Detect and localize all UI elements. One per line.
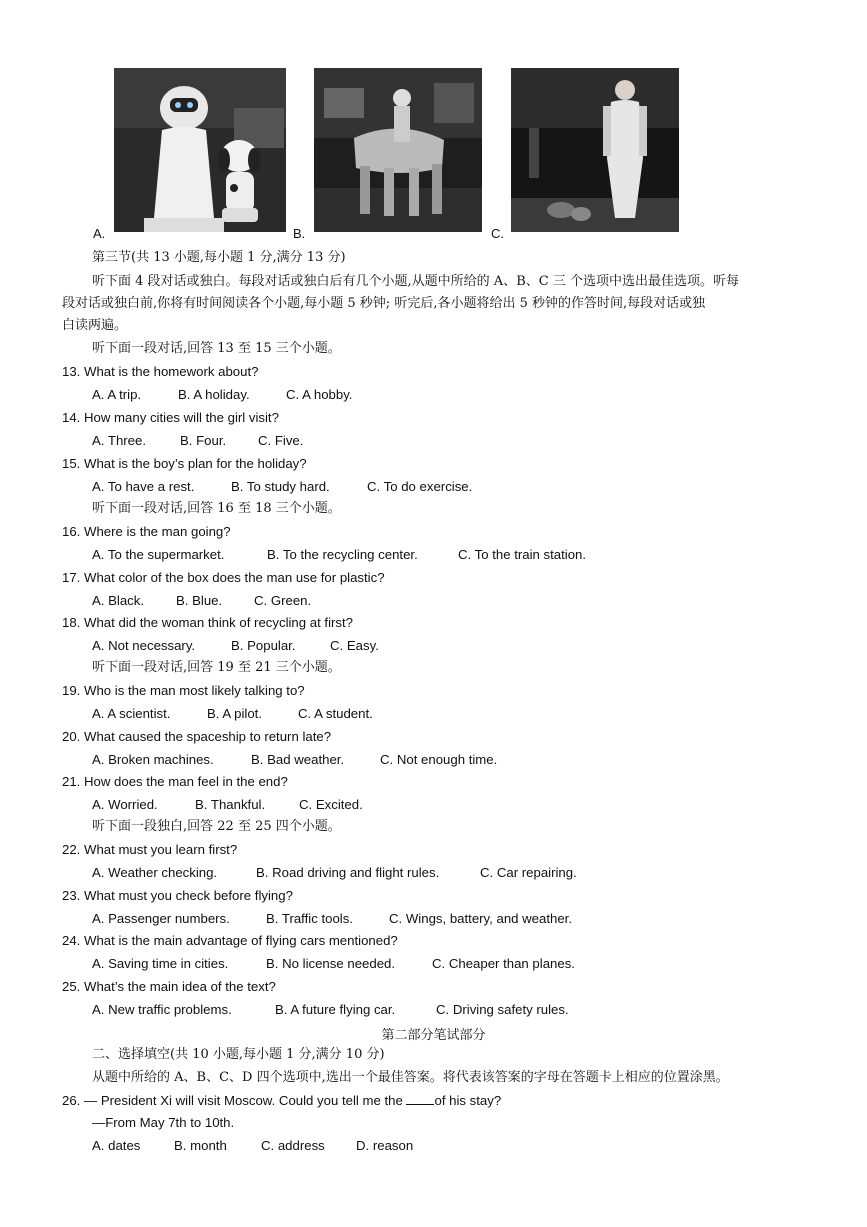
q25-option-c[interactable]: C. Driving safety rules. xyxy=(436,1002,569,1017)
q14-option-a[interactable]: A. Three. xyxy=(92,433,146,448)
q24-option-a[interactable]: A. Saving time in cities. xyxy=(92,956,229,971)
robot-dog-photo-icon xyxy=(314,68,482,232)
picture-options-row xyxy=(90,68,790,241)
q23-option-c[interactable]: C. Wings, battery, and weather. xyxy=(389,911,573,926)
q18-option-b[interactable]: B. Popular. xyxy=(231,638,296,653)
q23-option-a[interactable]: A. Passenger numbers. xyxy=(92,911,230,926)
q26-option-c[interactable]: C. address xyxy=(261,1138,325,1153)
question-17: 17. What color of the box does the man use for plastic? xyxy=(62,570,385,585)
intro-13-15: 听下面一段对话,回答 13 至 15 三个小题。 xyxy=(92,341,341,356)
question-26 xyxy=(62,1093,501,1109)
q18-option-a[interactable]: A. Not necessary. xyxy=(92,638,196,653)
question-22: 22. What must you learn first? xyxy=(62,842,238,857)
question-21: 21. How does the man feel in the end? xyxy=(62,774,288,789)
q19-option-a[interactable]: A. A scientist. xyxy=(92,706,171,721)
q21-option-b[interactable]: B. Thankful. xyxy=(195,797,266,812)
section3-instructions-line2: 段对话或独白前,你将有时间阅读各个小题,每小题 5 秒钟; 听完后,各小题将给出 5 秒钟的作答时间,每段对话或独 xyxy=(62,296,706,311)
q22-option-c[interactable]: C. Car repairing. xyxy=(480,865,577,880)
q14-option-b[interactable]: B. Four. xyxy=(180,433,227,448)
section3-title: 第三节(共 13 小题,每小题 1 分,满分 13 分) xyxy=(92,250,346,265)
question-19: 19. Who is the man most likely talking to? xyxy=(62,683,305,698)
q15-option-c[interactable]: C. To do exercise. xyxy=(367,479,473,494)
part2-instructions: 从题中所给的 A、B、C、D 四个选项中,选出一个最佳答案。将代表该答案的字母在答题卡上相应的位置涂黑。 xyxy=(92,1070,729,1085)
q19-option-c[interactable]: C. A student. xyxy=(298,706,373,721)
q13-option-c[interactable]: C. A hobby. xyxy=(286,387,353,402)
question-18: 18. What did the woman think of recycling at first? xyxy=(62,615,353,630)
q14-option-c[interactable]: C. Five. xyxy=(258,433,304,448)
q25-option-b[interactable]: B. A future flying car. xyxy=(275,1002,396,1017)
q17-option-b[interactable]: B. Blue. xyxy=(176,593,223,608)
humanoid-robot-photo-icon xyxy=(511,68,679,232)
q25-option-a[interactable]: A. New traffic problems. xyxy=(92,1002,232,1017)
q23-option-b[interactable]: B. Traffic tools. xyxy=(266,911,353,926)
intro-22-25: 听下面一段独白,回答 22 至 25 四个小题。 xyxy=(92,819,341,834)
answer-blank xyxy=(406,1094,434,1105)
picture-label-b: B. xyxy=(293,226,306,241)
question-23: 23. What must you check before flying? xyxy=(62,888,293,903)
q20-option-a[interactable]: A. Broken machines. xyxy=(92,752,214,767)
q16-option-c[interactable]: C. To the train station. xyxy=(458,547,587,562)
question-26-reply: —From May 7th to 10th. xyxy=(92,1115,235,1130)
question-14: 14. How many cities will the girl visit? xyxy=(62,410,279,425)
q18-option-c[interactable]: C. Easy. xyxy=(330,638,379,653)
q26-option-b[interactable]: B. month xyxy=(174,1138,227,1153)
intro-19-21: 听下面一段对话,回答 19 至 21 三个小题。 xyxy=(92,660,341,675)
q21-option-c[interactable]: C. Excited. xyxy=(299,797,363,812)
q19-option-b[interactable]: B. A pilot. xyxy=(207,706,262,721)
q13-option-b[interactable]: B. A holiday. xyxy=(178,387,250,402)
q24-option-c[interactable]: C. Cheaper than planes. xyxy=(432,956,575,971)
part2-title: 第二部分笔试部分 xyxy=(381,1028,486,1043)
question-26-text-start: 26. — President Xi will visit Moscow. Could you tell me the xyxy=(62,1093,407,1108)
q17-option-c[interactable]: C. Green. xyxy=(254,593,312,608)
q17-option-a[interactable]: A. Black. xyxy=(92,593,145,608)
intro-16-18: 听下面一段对话,回答 16 至 18 三个小题。 xyxy=(92,501,341,516)
q13-option-a[interactable]: A. A trip. xyxy=(92,387,142,402)
q20-option-b[interactable]: B. Bad weather. xyxy=(251,752,345,767)
q24-option-b[interactable]: B. No license needed. xyxy=(266,956,396,971)
q26-option-a[interactable]: A. dates xyxy=(92,1138,141,1153)
question-25: 25. What’s the main idea of the text? xyxy=(62,979,276,994)
question-24: 24. What is the main advantage of flying cars mentioned? xyxy=(62,933,398,948)
question-26-text-end: of his stay? xyxy=(434,1093,502,1108)
q16-option-a[interactable]: A. To the supermarket. xyxy=(92,547,225,562)
q20-option-c[interactable]: C. Not enough time. xyxy=(380,752,498,767)
q16-option-b[interactable]: B. To the recycling center. xyxy=(267,547,418,562)
picture-label-a: A. xyxy=(93,226,106,241)
question-20: 20. What caused the spaceship to return late? xyxy=(62,729,332,744)
q15-option-a[interactable]: A. To have a rest. xyxy=(92,479,195,494)
q21-option-a[interactable]: A. Worried. xyxy=(92,797,158,812)
q22-option-a[interactable]: A. Weather checking. xyxy=(92,865,218,880)
section3-instructions-line3: 白读两遍。 xyxy=(62,318,128,333)
question-15: 15. What is the boy’s plan for the holiday? xyxy=(62,456,307,471)
q15-option-b[interactable]: B. To study hard. xyxy=(231,479,330,494)
q26-option-d[interactable]: D. reason xyxy=(356,1138,414,1153)
picture-label-c: C. xyxy=(491,226,504,241)
section3-instructions-line1: 听下面 4 段对话或独白。每段对话或独白后有几个小题,从题中所给的 A、B、C 三 个选项中选出最佳选项。听每 xyxy=(92,274,739,289)
question-13: 13. What is the homework about? xyxy=(62,364,259,379)
question-16: 16. Where is the man going? xyxy=(62,524,231,539)
part2-section-title: 二、选择填空(共 10 小题,每小题 1 分,满分 10 分) xyxy=(92,1047,385,1062)
q22-option-b[interactable]: B. Road driving and flight rules. xyxy=(256,865,440,880)
robot-and-robot-dog-photo-icon xyxy=(114,68,286,232)
